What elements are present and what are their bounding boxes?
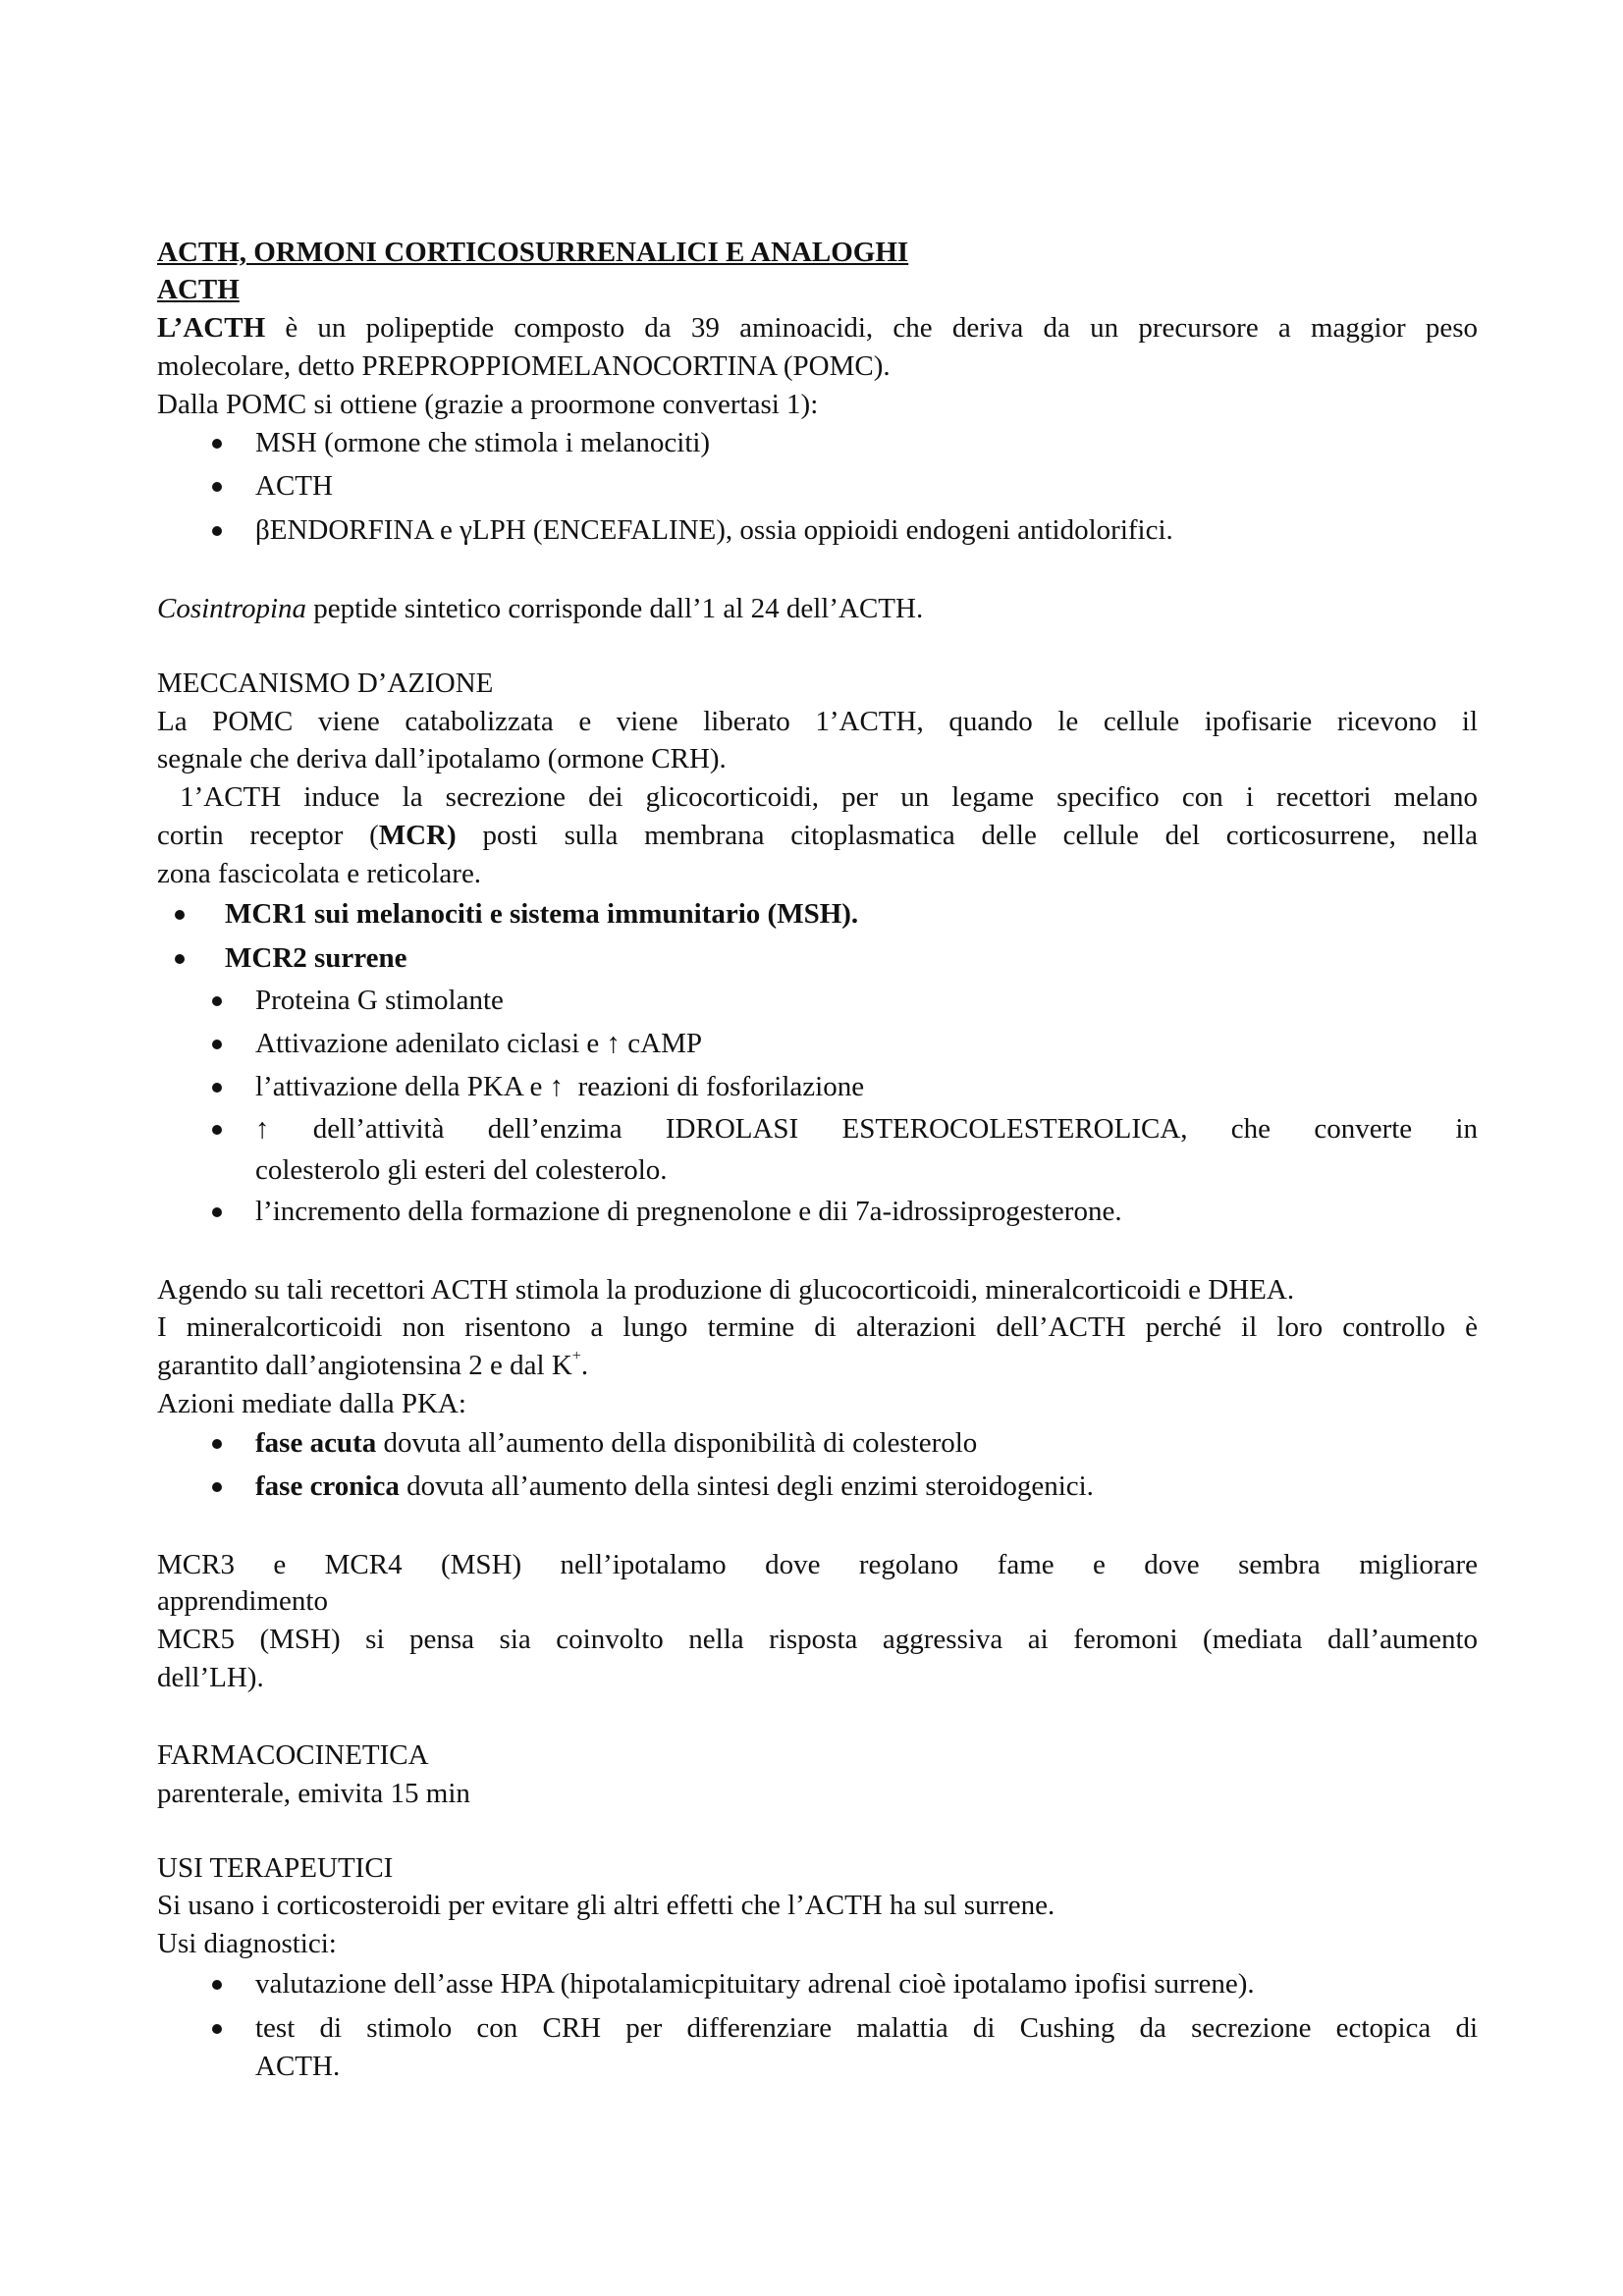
list-item-continuation: ACTH.: [255, 2051, 341, 2082]
paragraph-line: Si usano i corticosteroidi per evitare gli altri effetti che l’ACTH ha sul surrene.: [157, 1890, 1055, 1921]
text: posti sulla membrana citoplasmatica delle cellule del corticosurrene, nella: [456, 820, 1478, 851]
bullet-icon: [212, 1083, 222, 1093]
text: .: [580, 1350, 589, 1381]
paragraph-line: apprendimento: [157, 1585, 328, 1617]
bullet-icon: [212, 1482, 222, 1492]
list-item-continuation: colesterolo gli esteri del colesterolo.: [255, 1154, 668, 1186]
bullet-icon: [212, 1125, 222, 1135]
document-title: ACTH, ORMONI CORTICOSURRENALICI E ANALOGHI: [157, 237, 909, 268]
paragraph-line: [157, 817, 1478, 855]
list-item: l’incremento della formazione di pregnenolone e dii 7a-idrossiprogesterone.: [255, 1196, 1122, 1227]
section-heading-uses: USI TERAPEUTICI: [157, 1852, 394, 1884]
list-item: ACTH: [255, 470, 333, 502]
paragraph-line: La POMC viene catabolizzata e viene liberato 1’ACTH, quando le cellule ipofisarie ricevono il: [157, 706, 1478, 737]
bullet-icon: [212, 996, 222, 1006]
list-item: [255, 1424, 1478, 1463]
paragraph-line: dell’LH).: [157, 1662, 264, 1693]
paragraph-line: I mineralcorticoidi non risentono a lungo termine di alterazioni dell’ACTH perché il loro controllo è: [157, 1311, 1478, 1343]
superscript: +: [571, 1348, 581, 1364]
bullet-icon: [175, 910, 185, 920]
paragraph-line: parenterale, emivita 15 min: [157, 1778, 470, 1809]
list-item: Attivazione adenilato ciclasi e ↑ cAMP: [255, 1028, 702, 1059]
list-item: [255, 1468, 1478, 1506]
intro-line: molecolare, detto PREPROPPIOMELANOCORTINA (POMC).: [157, 350, 891, 382]
cosintropina-line: [157, 590, 1478, 628]
list-item: test di stimolo con CRH per differenziare malattia di Cushing da secrezione ectopica di: [255, 2012, 1478, 2044]
mcr-bold: MCR): [378, 820, 457, 851]
text: dovuta all’aumento della disponibilità di colesterolo: [376, 1427, 978, 1459]
bullet-icon: [175, 954, 185, 964]
list-item: l’attivazione della PKA e ↑ reazioni di fosforilazione: [255, 1071, 865, 1102]
bullet-icon: [212, 2024, 222, 2034]
list-item: MSH (ormone che stimola i melanociti): [255, 427, 711, 458]
cosintropina-italic: Cosintropina: [157, 593, 307, 624]
intro-line: [157, 309, 1478, 347]
text: cortin receptor (: [157, 820, 379, 851]
cosintropina-text: peptide sintetico corrisponde dall’1 al 24 dell’ACTH.: [306, 593, 924, 624]
list-item: Proteina G stimolante: [255, 985, 504, 1016]
bullet-icon: [212, 1980, 222, 1990]
paragraph-line: zona fascicolata e reticolare.: [157, 858, 482, 889]
paragraph-line: segnale che deriva dall’ipotalamo (ormone CRH).: [157, 743, 727, 774]
paragraph-line: MCR3 e MCR4 (MSH) nell’ipotalamo dove regolano fame e dove sembra migliorare: [157, 1549, 1478, 1580]
bullet-icon: [212, 526, 222, 536]
paragraph-line: MCR5 (MSH) si pensa sia coinvolto nella risposta aggressiva ai feromoni (mediata dall’aumento: [157, 1624, 1478, 1655]
bullet-icon: [212, 482, 222, 492]
intro-text: è un polipeptide composto da 39 aminoacidi, che deriva da un precursore a maggior peso: [265, 312, 1478, 344]
paragraph-line: 1’ACTH induce la secrezione dei glicocorticoidi, per un legame specifico con i recettori melano: [157, 781, 1479, 813]
receptor-item: MCR2 surrene: [225, 942, 407, 974]
paragraph-line: Usi diagnostici:: [157, 1928, 337, 1959]
paragraph-line: Agendo su tali recettori ACTH stimola la produzione di glucocorticoidi, mineralcorticoidi e DHEA.: [157, 1274, 1295, 1306]
bullet-icon: [212, 1439, 222, 1449]
text: dovuta all’aumento della sintesi degli enzimi steroidogenici.: [399, 1470, 1094, 1502]
list-item: βENDORFINA e γLPH (ENCEFALINE), ossia oppioidi endogeni antidolorifici.: [255, 514, 1173, 546]
list-item: valutazione dell’asse HPA (hipotalamicpituitary adrenal cioè ipotalamo ipofisi surrene).: [255, 1968, 1255, 2000]
bold-term: fase acuta: [255, 1427, 377, 1459]
text: garantito dall’angiotensina 2 e dal K: [157, 1350, 572, 1381]
list-item: ↑ dell’attività dell’enzima IDROLASI ESTEROCOLESTEROLICA, che converte in: [255, 1113, 1478, 1145]
section-title-acth: ACTH: [157, 274, 240, 305]
paragraph-line: [157, 1347, 1478, 1385]
paragraph-line: Azioni mediate dalla PKA:: [157, 1388, 466, 1419]
section-heading-mechanism: MECCANISMO D’AZIONE: [157, 667, 494, 699]
bullet-icon: [212, 1040, 222, 1049]
intro-line: Dalla POMC si ottiene (grazie a proormone convertasi 1):: [157, 389, 819, 420]
acth-bold: L’ACTH: [157, 312, 266, 344]
receptor-item: MCR1 sui melanociti e sistema immunitario (MSH).: [225, 898, 859, 930]
section-heading-pharmacokinetics: FARMACOCINETICA: [157, 1739, 429, 1771]
bullet-icon: [212, 1207, 222, 1217]
bullet-icon: [212, 439, 222, 449]
bold-term: fase cronica: [255, 1470, 400, 1502]
